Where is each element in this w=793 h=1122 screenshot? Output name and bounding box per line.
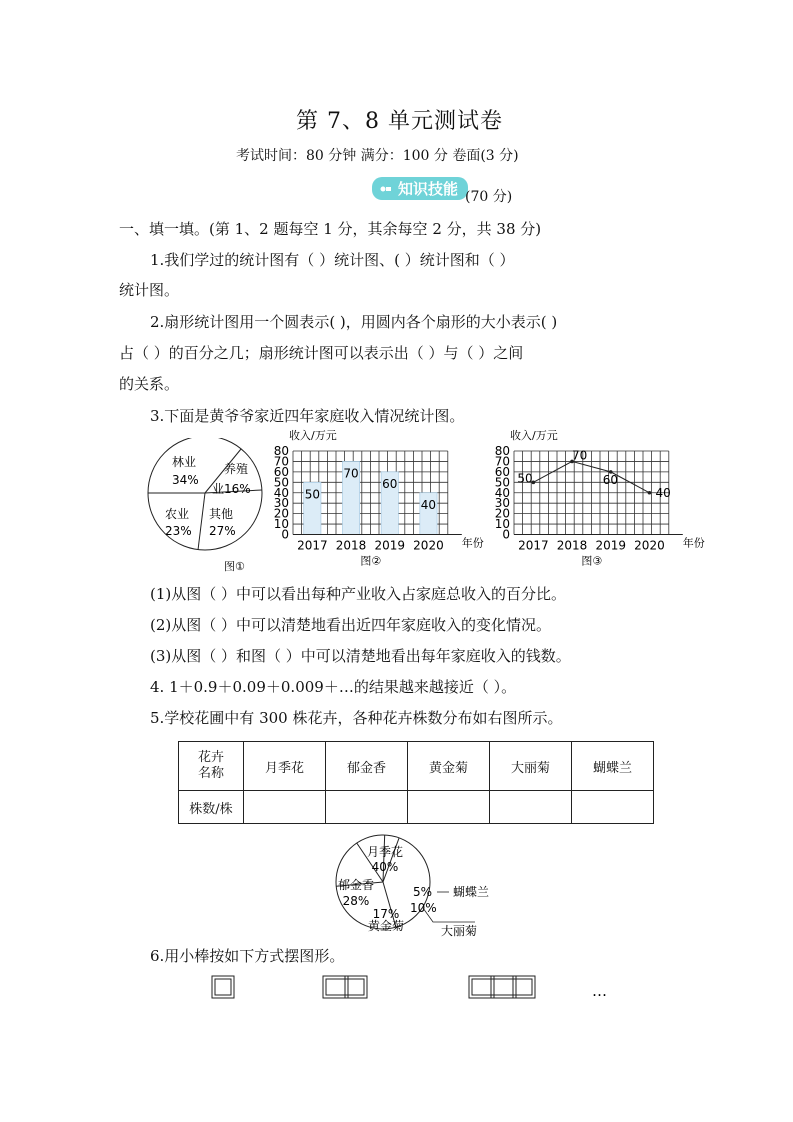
chart-xlabel: 年份 — [461, 536, 484, 550]
y-tick-label: 30 — [494, 496, 510, 511]
part1-heading: 一、填一填。(第 1、2 题每空 1 分，其余每空 2 分，共 38 分) — [119, 220, 542, 238]
bar-value-label: 70 — [343, 466, 359, 481]
q6-intro: 6.用小棒按如下方式摆图形。 — [150, 947, 345, 965]
line-value-label: 40 — [655, 485, 671, 500]
y-tick-label: 20 — [494, 506, 510, 521]
table-col-dahlia: 大丽菊 — [490, 742, 572, 791]
table-row — [179, 742, 654, 791]
x-tick-label: 2018 — [556, 538, 588, 553]
x-tick-label: 2020 — [634, 538, 665, 553]
flower-table — [178, 741, 654, 824]
table-answer-cell[interactable] — [490, 791, 572, 824]
line-point — [648, 491, 652, 495]
section-score: (70 分) — [465, 189, 513, 205]
q4-text: 4. 1＋0.9＋0.09＋0.009＋…的结果越来越接近（ ）。 — [150, 678, 517, 696]
line-value-label: 70 — [572, 448, 588, 463]
pie1-label-breeding-a: 养殖 — [224, 462, 249, 476]
table-answer-cell[interactable] — [408, 791, 490, 824]
pie1-label-agri: 农业 — [165, 507, 190, 521]
table-col-tulip: 郁金香 — [326, 742, 408, 791]
y-tick-label: 40 — [273, 485, 289, 500]
slice-label-golden-daisy: 黄金菊 — [367, 919, 405, 933]
slice-pct-orchid: 5% — [413, 885, 433, 899]
flower-pie-chart — [325, 832, 495, 942]
slice-pct-dahlia: 10% — [410, 901, 437, 915]
pie1-pct-other: 27% — [209, 524, 236, 538]
section-badge — [372, 177, 468, 200]
exam-meta: 考试时间：80 分钟 满分：100 分 卷面(3 分) — [236, 148, 519, 164]
chart-xlabel: 年份 — [682, 536, 705, 550]
pie-chart-1 — [140, 438, 270, 578]
y-tick-label: 70 — [494, 454, 510, 469]
y-tick-label: 20 — [273, 506, 289, 521]
pie1-pct-forestry: 34% — [172, 473, 199, 487]
slice-label-dahlia: 大丽菊 — [441, 924, 478, 938]
stick-figure-2 — [323, 976, 367, 998]
table-col-orchid: 蝴蝶兰 — [572, 742, 654, 791]
stick-figure-3 — [469, 976, 535, 998]
y-tick-label: 30 — [273, 496, 289, 511]
q2-line2: 占（ ）的百分之几；扇形统计图可以表示出（ ）与（ ）之间 — [119, 344, 524, 362]
line-value-label: 50 — [517, 471, 533, 486]
q3-sub1: (1)从图（ ）中可以看出每种产业收入占家庭总收入的百分比。 — [150, 585, 567, 603]
section-badge-icon — [380, 182, 392, 192]
table-col-rose: 月季花 — [244, 742, 326, 791]
slice-pct-golden-daisy: 17% — [372, 907, 400, 921]
pie1-caption: 图① — [224, 560, 245, 573]
pie1-label-forestry: 林业 — [172, 455, 197, 469]
q2-line3: 的关系。 — [119, 375, 180, 393]
line-chart — [486, 425, 716, 575]
table-row2-header: 株数/株 — [179, 791, 244, 824]
chart-caption: 图③ — [581, 554, 603, 568]
table-col-golden-daisy: 黄金菊 — [408, 742, 490, 791]
table-answer-cell[interactable] — [244, 791, 326, 824]
chart-ylabel: 收入/万元 — [510, 429, 558, 442]
y-tick-label: 70 — [273, 454, 289, 469]
y-tick-label: 80 — [273, 444, 289, 458]
x-tick-label: 2019 — [595, 538, 627, 553]
q5-intro: 5.学校花圃中有 300 株花卉，各种花卉株数分布如右图所示。 — [150, 709, 563, 727]
x-tick-label: 2020 — [413, 538, 444, 553]
q2-line1: 2.扇形统计图用一个圆表示( )，用圆内各个扇形的大小表示( ) — [150, 313, 558, 331]
stick-figures — [210, 974, 610, 1004]
slice-label-orchid: 蝴蝶兰 — [453, 885, 490, 899]
page-title: 第 7、8 单元测试卷 — [296, 109, 503, 134]
slice-label-tulip: 郁金香 — [337, 878, 375, 892]
y-tick-label: 10 — [494, 517, 510, 532]
y-tick-label: 60 — [494, 464, 510, 479]
stick-figures-ellipsis: … — [592, 982, 607, 1000]
y-tick-label: 10 — [273, 517, 289, 532]
table-header-a: 花卉 — [197, 750, 224, 765]
q3-sub3: (3)从图（ ）和图（ ）中可以清楚地看出每年家庭收入的钱数。 — [150, 647, 571, 665]
bar-chart — [265, 425, 490, 575]
chart-caption: 图② — [360, 554, 382, 568]
y-tick-label: 50 — [494, 475, 510, 490]
x-tick-label: 2017 — [297, 538, 328, 553]
chart-ylabel: 收入/万元 — [289, 429, 337, 442]
table-answer-cell[interactable] — [572, 791, 654, 824]
y-tick-label: 40 — [494, 485, 510, 500]
slice-label-rose: 月季花 — [366, 845, 404, 859]
table-answer-cell[interactable] — [326, 791, 408, 824]
stick-figure-1 — [212, 976, 234, 998]
y-tick-label: 60 — [273, 464, 289, 479]
slice-pct-rose: 40% — [371, 860, 399, 874]
line-value-label: 60 — [602, 472, 619, 487]
y-tick-label: 0 — [502, 527, 510, 542]
bar-value-label: 60 — [382, 476, 398, 491]
slice-pct-tulip: 28% — [342, 894, 370, 908]
pie1-label-other: 其他 — [209, 507, 234, 521]
x-tick-label: 2017 — [518, 538, 549, 553]
x-tick-label: 2018 — [335, 538, 367, 553]
y-tick-label: 50 — [273, 475, 289, 490]
pie1-label-breeding-b: 业16% — [212, 482, 251, 496]
x-tick-label: 2019 — [374, 538, 406, 553]
section-badge-label: 知识技能 — [398, 180, 459, 198]
q3-sub2: (2)从图（ ）中可以清楚地看出近四年家庭收入的变化情况。 — [150, 616, 552, 634]
q1-line2: 统计图。 — [119, 281, 180, 299]
table-row — [179, 791, 654, 824]
q1-line1: 1.我们学过的统计图有（ ）统计图、( ）统计图和（ ） — [150, 251, 515, 269]
table-header-cell — [179, 742, 244, 791]
q3-intro: 3.下面是黄爷爷家近四年家庭收入情况统计图。 — [150, 407, 465, 425]
bar-value-label: 40 — [420, 497, 437, 512]
bar-value-label: 50 — [304, 487, 320, 502]
pie1-pct-agri: 23% — [165, 524, 192, 538]
y-tick-label: 0 — [281, 527, 289, 542]
table-header-b: 名称 — [197, 766, 224, 781]
y-tick-label: 80 — [494, 444, 510, 458]
